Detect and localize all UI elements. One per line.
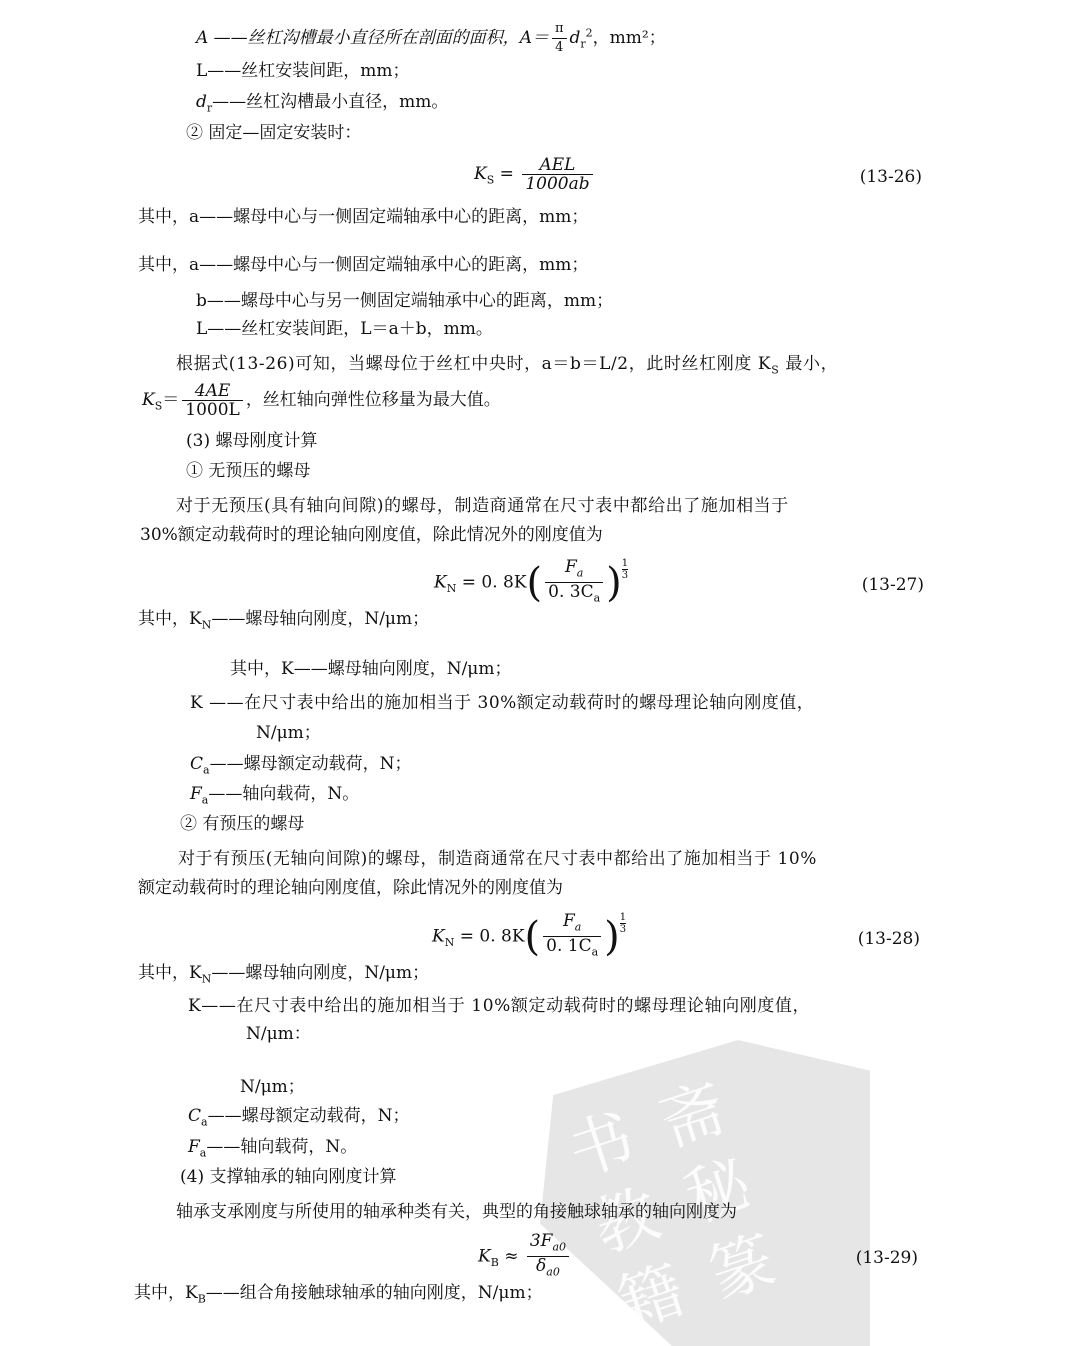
equation-number-13-29: (13-29)	[855, 1248, 918, 1268]
a-definition-top-text: 其中，a——螺母中心与一侧固定端轴承中心的距离，mm；	[138, 207, 589, 227]
exp-den-2: 3	[619, 924, 627, 935]
para-no-preload-2: 30%额定动载荷时的理论轴向刚度值，除此情况外的刚度值为	[140, 525, 603, 545]
approx: ≈	[498, 1246, 524, 1267]
fa-num-sub-2: a	[574, 920, 582, 934]
fa-over-01ca-fraction	[543, 912, 601, 962]
fa-num: F	[564, 557, 577, 577]
area-label: A ——丝杠沟槽最小直径所在剖面的面积，	[196, 28, 520, 48]
heading-with-preload: ② 有预压的螺母	[180, 814, 305, 834]
para-with-preload-2: 额定动载荷时的理论轴向刚度值，除此情况外的刚度值为	[138, 878, 563, 898]
ca-symbol-2: C	[188, 1106, 202, 1126]
ca-sub: a	[203, 763, 210, 777]
exp-num-2: 1	[619, 912, 627, 923]
line-a-definition-bottom-fragment	[138, 255, 658, 278]
kn-symbol-2: K	[432, 926, 445, 947]
line-kn-definition	[138, 608, 429, 636]
kb-def-sub: B	[197, 1292, 206, 1306]
delta-sub: a0	[546, 1265, 560, 1279]
frac-num: π	[552, 20, 567, 39]
kn-sub-2: N	[444, 935, 455, 949]
line-k-unit-30: N/μm；	[256, 723, 321, 743]
kb-def-rest: ——组合角接触球轴承的轴向刚度，N/μm；	[205, 1283, 543, 1303]
kn-coef: = 0. 8K	[456, 572, 527, 593]
line-ks-min-formula	[142, 382, 501, 419]
ca-den-sub: a	[593, 591, 601, 605]
pi-over-4-fraction	[552, 20, 567, 57]
line-ca-definition	[190, 753, 411, 781]
equation-number-13-28: (13-28)	[857, 929, 920, 949]
area-unit: ，mm²；	[592, 28, 666, 48]
exponent-one-third-2	[620, 912, 626, 935]
line-fixed-fixed: ② 固定—固定安装时：	[186, 123, 362, 143]
a-definition-bottom-text: 其中，a——螺母中心与一侧固定端轴承中心的距离，mm；	[138, 255, 589, 275]
line-fa-definition	[190, 783, 359, 811]
dr-sub: r	[580, 37, 586, 51]
delta-den: δ	[536, 1256, 547, 1277]
ca-den-sub-2: a	[591, 945, 599, 959]
dr-sub-2: r	[206, 101, 213, 115]
fa-over-03ca-fraction	[545, 558, 603, 608]
line-a-definition-top-fragment	[138, 206, 658, 227]
heading-bearing-stiffness: (4) 支撑轴承的轴向刚度计算	[180, 1167, 397, 1187]
line-ca-definition-2	[188, 1105, 409, 1133]
equals-4: ＝	[162, 390, 180, 410]
equation-13-29	[478, 1232, 572, 1282]
exp-den: 3	[621, 570, 629, 581]
area-formula-lhs: A＝	[519, 28, 549, 48]
ks-sub: S	[486, 173, 495, 187]
line-center-condition	[176, 353, 838, 381]
equals: =	[494, 164, 520, 184]
line-k-unit-10: N/μm：	[246, 1024, 311, 1044]
line-fa-definition-2	[188, 1136, 357, 1164]
heading-no-preload: ① 无预压的螺母	[186, 461, 311, 481]
watermark-seal-text: 书 斋 教 秘 籍 篆	[559, 1069, 791, 1344]
kn-def-text-2: 其中，K	[138, 963, 202, 983]
fa-num-2: F	[562, 911, 575, 931]
line-kb-definition	[134, 1282, 543, 1310]
line-b-definition: b——螺母中心与另一侧固定端轴承中心的距离，mm；	[196, 291, 614, 311]
right-paren-icon-2: )	[604, 913, 620, 960]
kb-def-text: 其中，K	[134, 1283, 198, 1303]
line-area-definition	[196, 20, 666, 57]
k-unit-repeat-text: N/μm；	[240, 1077, 305, 1097]
4ae-fraction	[182, 382, 243, 419]
line-k-definition-10: K——在尺寸表中给出的施加相当于 10%额定动载荷时的螺母理论轴向刚度值，	[188, 996, 811, 1016]
kn-coef-2: = 0. 8K	[454, 926, 525, 947]
kb-sub: B	[490, 1255, 499, 1269]
fa-symbol-2: F	[188, 1137, 200, 1157]
3fa0-sub: a0	[552, 1240, 567, 1254]
line-kn-definition-repeat-fragment	[230, 659, 512, 684]
min-diameter-text: ——丝杠沟槽最小直径，mm。	[212, 92, 449, 112]
4ae-num: 4AE	[182, 382, 243, 401]
ca-symbol: C	[190, 754, 204, 774]
ca-den: 0. 3C	[548, 582, 594, 603]
ael-num: AEL	[522, 156, 592, 175]
para-with-preload-1: 对于有预压(无轴向间隙)的螺母，制造商通常在尺寸表中都给出了施加相当于 10%	[178, 849, 817, 869]
kn-sub: N	[446, 581, 457, 595]
line-min-diameter	[196, 91, 448, 119]
ca-def-text: ——螺母额定动载荷，N；	[209, 754, 412, 774]
right-paren-icon: )	[606, 559, 622, 606]
para-no-preload-1: 对于无预压(具有轴向间隙)的螺母，制造商通常在尺寸表中都给出了施加相当于	[176, 496, 789, 516]
exponent-one-third	[622, 558, 628, 581]
kn-def-sub-2: N	[201, 972, 212, 986]
fa-sub: a	[201, 793, 209, 807]
para-bearing-stiffness: 轴承支承刚度与所使用的轴承种类有关，典型的角接触球轴承的轴向刚度为	[176, 1202, 737, 1222]
kn-def-text: 其中，K	[138, 609, 202, 629]
exp-num: 1	[621, 558, 629, 569]
left-paren-icon-2: (	[524, 913, 541, 960]
line-k-definition-30: K ——在尺寸表中给出的施加相当于 30%额定动载荷时的螺母理论轴向刚度值，	[190, 693, 815, 713]
line-kn-definition-2	[138, 962, 429, 990]
ael-den: 1000ab	[525, 174, 590, 194]
line-k-unit-repeat-fragment	[240, 1077, 320, 1100]
fa-def-text-2: ——轴向载荷，N。	[206, 1137, 358, 1157]
kn-symbol: K	[434, 572, 447, 593]
ca-def-text-2: ——螺母额定动载荷，N；	[207, 1106, 410, 1126]
fa-num-sub: a	[576, 566, 584, 580]
center-condition-end: 最小，	[779, 354, 839, 374]
line-install-distance: L——丝杠安装间距，mm；	[196, 61, 410, 81]
ael-fraction	[522, 156, 592, 193]
ks-symbol-4: K	[142, 390, 155, 410]
ca-den-2: 0. 1C	[546, 936, 592, 957]
ks-sub-4: S	[154, 399, 163, 413]
dr-symbol: d	[569, 28, 581, 48]
fa-sub-2: a	[199, 1146, 207, 1160]
center-condition-text: 根据式(13-26)可知，当螺母位于丝杠中央时，a＝b＝L/2，此时丝杠刚度 K	[176, 354, 772, 374]
equation-13-27	[434, 558, 628, 608]
equation-number-13-26: (13-26)	[859, 167, 922, 187]
left-paren-icon: (	[526, 559, 543, 606]
equation-13-28	[432, 912, 626, 962]
ca-sub-2: a	[201, 1115, 208, 1129]
ks-sub-3: S	[771, 363, 780, 377]
equation-number-13-27: (13-27)	[861, 575, 924, 595]
kn-def-repeat-text: 其中，K——螺母轴向刚度，N/μm；	[230, 659, 512, 679]
line-l-definition: L——丝杠安装间距，L＝a＋b，mm。	[196, 319, 493, 339]
fa-symbol: F	[190, 784, 202, 804]
heading-nut-stiffness: (3) 螺母刚度计算	[186, 431, 318, 451]
dr-symbol-2: d	[196, 92, 207, 112]
3fa0-over-delta-fraction	[527, 1232, 569, 1282]
frac-den: 4	[555, 40, 564, 55]
dr-sup: 2	[585, 26, 593, 40]
3fa0-num: 3F	[529, 1231, 553, 1251]
kb-symbol: K	[478, 1246, 491, 1267]
ks-symbol: K	[474, 164, 487, 184]
kn-def-sub: N	[201, 618, 212, 632]
kn-def-rest: ——螺母轴向刚度，N/μm；	[211, 609, 430, 629]
ks-min-text: ，丝杠轴向弹性位移量为最大值。	[245, 390, 501, 410]
fa-def-text: ——轴向载荷，N。	[208, 784, 360, 804]
equation-13-26	[474, 156, 596, 193]
kn-def-rest-2: ——螺母轴向刚度，N/μm；	[211, 963, 430, 983]
4ae-den: 1000L	[185, 400, 240, 420]
